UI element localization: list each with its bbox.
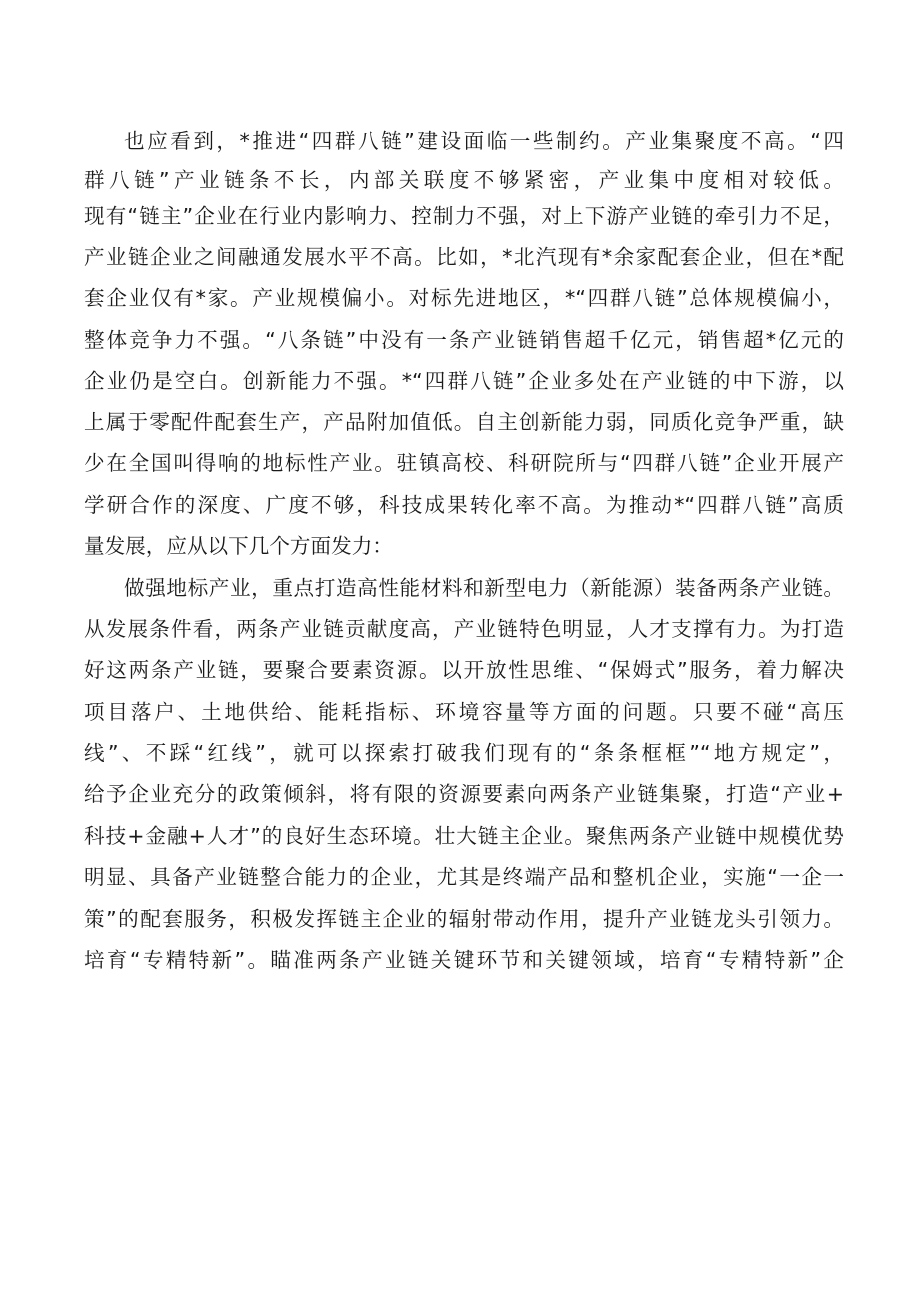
- paragraph-line: 群八链”产业链条不长，内部关联度不够紧密，产业集中度相对较低。: [84, 168, 844, 192]
- paragraph-line: 做强地标产业，重点打造高性能材料和新型电力（新能源）装备两条产业链。: [124, 576, 844, 600]
- paragraph-line: 整体竞争力不强。“八条链”中没有一条产业链销售超千亿元，销售超*亿元的: [84, 328, 844, 352]
- paragraph-line: 上属于零配件配套生产，产品附加值低。自主创新能力弱，同质化竞争严重，缺: [84, 410, 844, 434]
- paragraph-line: 明显、具备产业链整合能力的企业，尤其是终端产品和整机企业，实施“一企一: [84, 865, 844, 889]
- paragraph-line: 企业仍是空白。创新能力不强。*“四群八链”企业多处在产业链的中下游，以: [84, 369, 844, 393]
- paragraph-line: 学研合作的深度、广度不够，科技成果转化率不高。为推动*“四群八链”高质: [84, 493, 844, 517]
- paragraph-line: 现有“链主”企业在行业内影响力、控制力不强，对上下游产业链的牵引力不足，: [84, 204, 844, 228]
- paragraph-line: 线”、不踩“红线”，就可以探索打破我们现有的“条条框框”“地方规定”，: [84, 741, 844, 765]
- paragraph-line: 量发展，应从以下几个方面发力：: [84, 534, 393, 558]
- paragraph-line: 项目落户、土地供给、能耗指标、环境容量等方面的问题。只要不碰“高压: [84, 700, 844, 724]
- paragraph-line: 也应看到，*推进“四群八链”建设面临一些制约。产业集聚度不高。“四: [124, 129, 844, 153]
- paragraph-line: 培育“专精特新”。瞄准两条产业链关键环节和关键领域，培育“专精特新”企: [84, 948, 844, 972]
- paragraph-line: 给予企业充分的政策倾斜，将有限的资源要素向两条产业链集聚，打造“产业+: [84, 782, 844, 806]
- paragraph-line: 科技+金融+人才”的良好生态环境。壮大链主企业。聚焦两条产业链中规模优势: [84, 824, 844, 848]
- paragraph-line: 策”的配套服务，积极发挥链主企业的辐射带动作用，提升产业链龙头引领力。: [84, 907, 844, 931]
- paragraph-line: 好这两条产业链，要聚合要素资源。以开放性思维、“保姆式”服务，着力解决: [84, 658, 844, 682]
- paragraph-line: 套企业仅有*家。产业规模偏小。对标先进地区，*“四群八链”总体规模偏小，: [84, 286, 844, 310]
- paragraph-line: 产业链企业之间融通发展水平不高。比如，*北汽现有*余家配套企业，但在*配: [84, 245, 844, 269]
- paragraph-line: 从发展条件看，两条产业链贡献度高，产业链特色明显，人才支撑有力。为打造: [84, 617, 844, 641]
- paragraph-line: 少在全国叫得响的地标性产业。驻镇高校、科研院所与“四群八链”企业开展产: [84, 451, 844, 475]
